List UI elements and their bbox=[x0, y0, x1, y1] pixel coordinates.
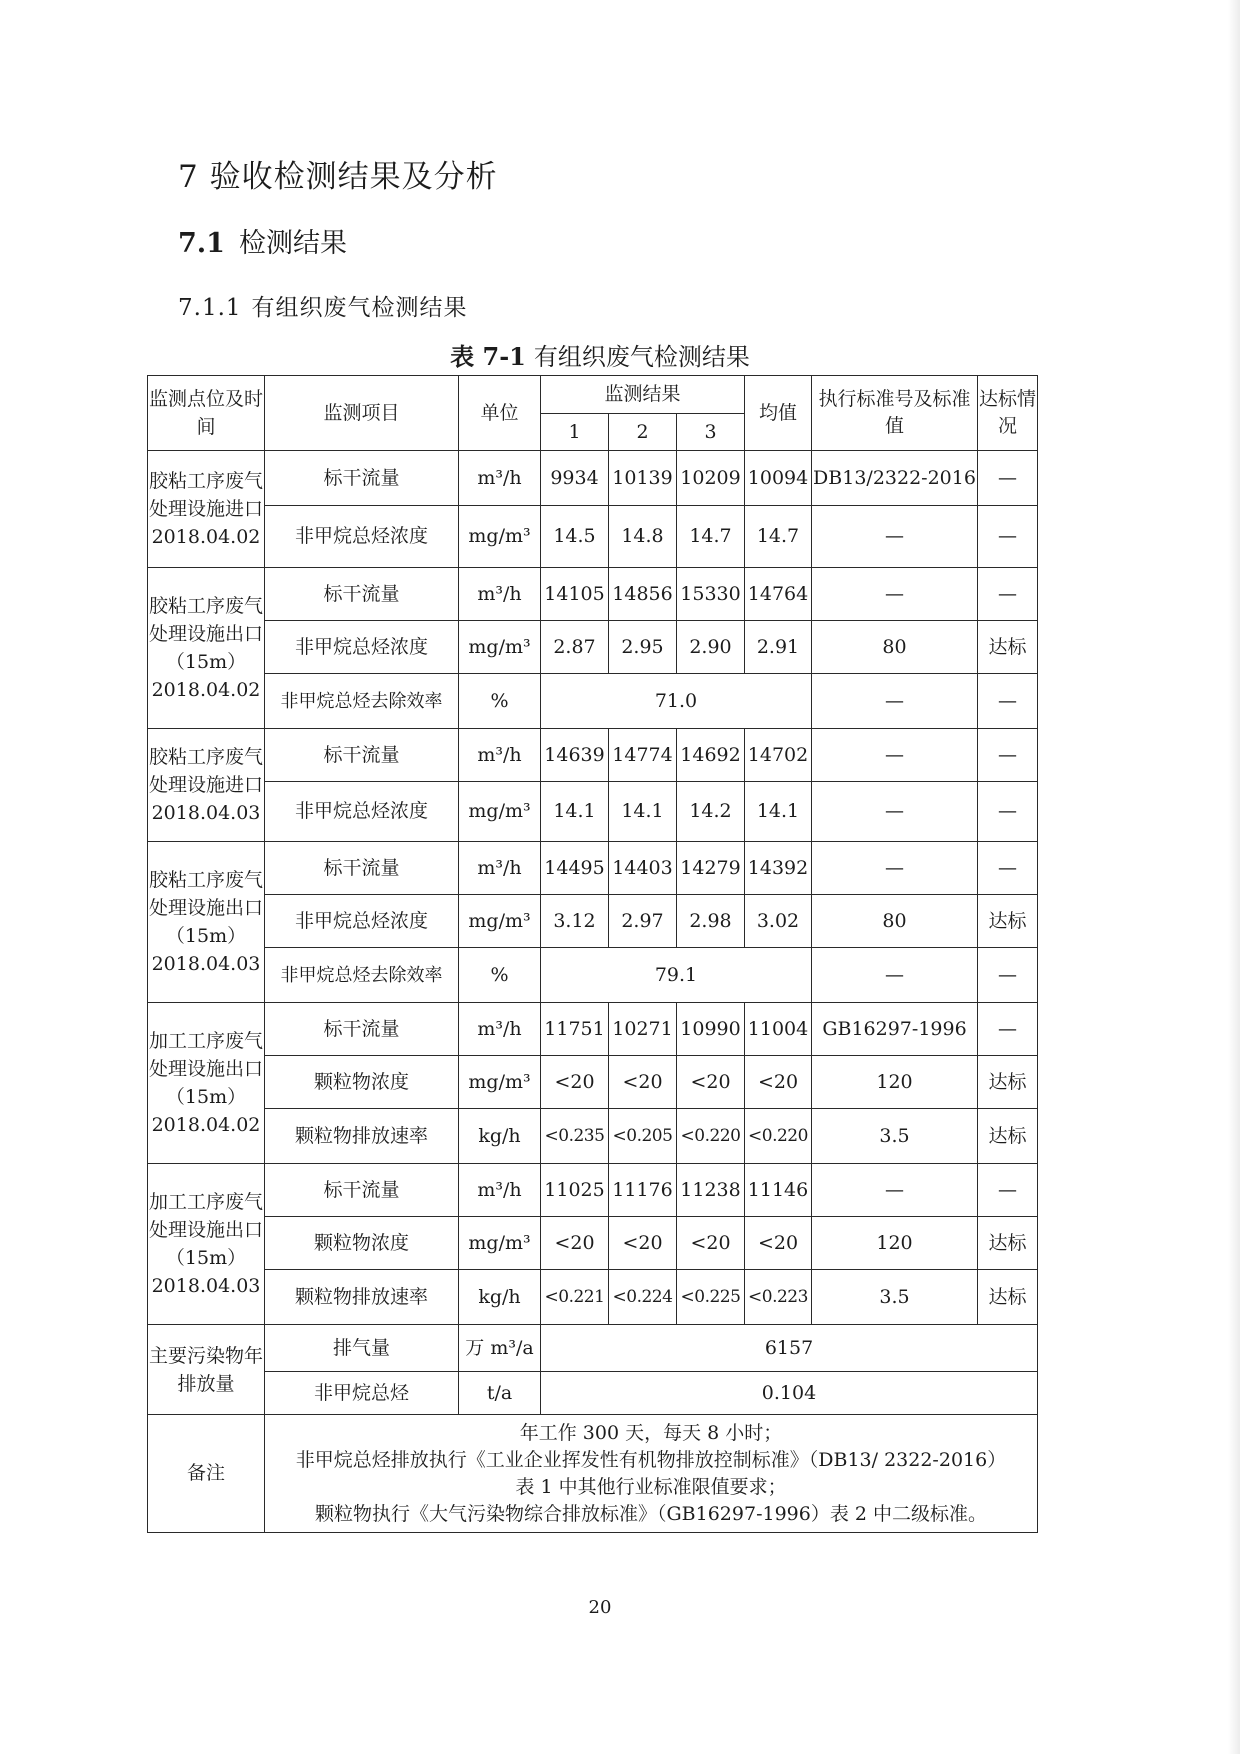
result-3-cell: 14.2 bbox=[677, 782, 745, 842]
unit-cell: % bbox=[459, 674, 541, 729]
header-status: 达标情况 bbox=[978, 376, 1038, 451]
item-cell: 标干流量 bbox=[265, 729, 459, 782]
unit-cell: mg/m³ bbox=[459, 621, 541, 674]
result-2-cell: 2.95 bbox=[609, 621, 677, 674]
notes-label: 备注 bbox=[148, 1415, 265, 1533]
item-cell: 非甲烷总烃浓度 bbox=[265, 506, 459, 568]
unit-cell: kg/h bbox=[459, 1109, 541, 1164]
notes-line: 年工作 300 天，每天 8 小时； bbox=[519, 1421, 783, 1444]
result-1-cell: 14.5 bbox=[541, 506, 609, 568]
status-cell: — bbox=[978, 568, 1038, 621]
subsection-heading bbox=[178, 226, 347, 262]
header-unit: 单位 bbox=[459, 376, 541, 451]
item-cell: 非甲烷总烃去除效率 bbox=[265, 948, 459, 1003]
table-row bbox=[148, 948, 1038, 1003]
result-1-cell: <20 bbox=[541, 1056, 609, 1109]
result-3-cell: 15330 bbox=[677, 568, 745, 621]
table-row bbox=[148, 895, 1038, 948]
unit-cell: mg/m³ bbox=[459, 1217, 541, 1270]
result-2-cell: <20 bbox=[609, 1056, 677, 1109]
subsection-number: 7.1 bbox=[178, 228, 225, 259]
header-mean: 均值 bbox=[745, 376, 812, 451]
standard-cell: 3.5 bbox=[812, 1109, 978, 1164]
status-cell: 达标 bbox=[978, 895, 1038, 948]
status-cell: — bbox=[978, 451, 1038, 506]
unit-cell: m³/h bbox=[459, 568, 541, 621]
merged-value-cell: 71.0 bbox=[541, 674, 812, 729]
header-item: 监测项目 bbox=[265, 376, 459, 451]
result-2-cell: 14403 bbox=[609, 842, 677, 895]
site-cell: 胶粘工序废气处理设施出口（15m）2018.04.03 bbox=[148, 842, 265, 1003]
table-row bbox=[148, 451, 1038, 506]
status-cell: — bbox=[978, 729, 1038, 782]
table-row bbox=[148, 506, 1038, 568]
result-3-cell: 2.90 bbox=[677, 621, 745, 674]
subsubsection-heading bbox=[178, 293, 468, 323]
result-2-cell: 14.8 bbox=[609, 506, 677, 568]
status-cell: — bbox=[978, 1164, 1038, 1217]
mean-cell: <20 bbox=[745, 1056, 812, 1109]
annual-item-cell: 非甲烷总烃 bbox=[265, 1372, 459, 1415]
site-cell: 加工工序废气处理设施出口（15m）2018.04.02 bbox=[148, 1003, 265, 1164]
page-number: 20 bbox=[588, 1597, 612, 1618]
result-1-cell: 14495 bbox=[541, 842, 609, 895]
result-2-cell: 11176 bbox=[609, 1164, 677, 1217]
mean-cell: 11146 bbox=[745, 1164, 812, 1217]
result-2-cell: 14856 bbox=[609, 568, 677, 621]
unit-cell: m³/h bbox=[459, 451, 541, 506]
result-3-cell: 10990 bbox=[677, 1003, 745, 1056]
item-cell: 非甲烷总烃浓度 bbox=[265, 782, 459, 842]
table-caption-number: 表 7-1 bbox=[450, 342, 526, 371]
result-1-cell: 14.1 bbox=[541, 782, 609, 842]
table-row bbox=[148, 1109, 1038, 1164]
unit-cell: mg/m³ bbox=[459, 1056, 541, 1109]
status-cell: 达标 bbox=[978, 1056, 1038, 1109]
item-cell: 颗粒物排放速率 bbox=[265, 1270, 459, 1325]
table-row bbox=[148, 568, 1038, 621]
mean-cell: <0.223 bbox=[745, 1270, 812, 1325]
mean-cell: 14.1 bbox=[745, 782, 812, 842]
table-row bbox=[148, 1003, 1038, 1056]
item-cell: 标干流量 bbox=[265, 568, 459, 621]
table-row bbox=[148, 621, 1038, 674]
item-cell: 颗粒物浓度 bbox=[265, 1056, 459, 1109]
header-result-2: 2 bbox=[609, 414, 677, 451]
mean-cell: 3.02 bbox=[745, 895, 812, 948]
standard-cell: — bbox=[812, 948, 978, 1003]
result-3-cell: <0.220 bbox=[677, 1109, 745, 1164]
mean-cell: 14.7 bbox=[745, 506, 812, 568]
table-row bbox=[148, 782, 1038, 842]
standard-cell: 80 bbox=[812, 895, 978, 948]
unit-cell: m³/h bbox=[459, 729, 541, 782]
result-3-cell: <20 bbox=[677, 1217, 745, 1270]
table-row bbox=[148, 1270, 1038, 1325]
item-cell: 非甲烷总烃浓度 bbox=[265, 621, 459, 674]
status-cell: — bbox=[978, 782, 1038, 842]
header-result-3: 3 bbox=[677, 414, 745, 451]
result-2-cell: <0.224 bbox=[609, 1270, 677, 1325]
unit-cell: kg/h bbox=[459, 1270, 541, 1325]
unit-cell: m³/h bbox=[459, 1003, 541, 1056]
standard-cell: — bbox=[812, 782, 978, 842]
mean-cell: <20 bbox=[745, 1217, 812, 1270]
unit-cell: m³/h bbox=[459, 1164, 541, 1217]
annual-unit-cell: t/a bbox=[459, 1372, 541, 1415]
item-cell: 标干流量 bbox=[265, 451, 459, 506]
table-row bbox=[148, 1217, 1038, 1270]
table-row bbox=[148, 842, 1038, 895]
mean-cell: <0.220 bbox=[745, 1109, 812, 1164]
status-cell: 达标 bbox=[978, 1217, 1038, 1270]
subsubsection-title: 有组织废气检测结果 bbox=[251, 295, 468, 321]
notes-cell bbox=[265, 1415, 1038, 1533]
result-1-cell: 14639 bbox=[541, 729, 609, 782]
result-2-cell: <0.205 bbox=[609, 1109, 677, 1164]
item-cell: 标干流量 bbox=[265, 1003, 459, 1056]
result-1-cell: <20 bbox=[541, 1217, 609, 1270]
standard-cell: — bbox=[812, 568, 978, 621]
unit-cell: % bbox=[459, 948, 541, 1003]
result-3-cell: 14.7 bbox=[677, 506, 745, 568]
result-3-cell: 14692 bbox=[677, 729, 745, 782]
table-row bbox=[148, 1056, 1038, 1109]
result-2-cell: 14774 bbox=[609, 729, 677, 782]
site-cell: 胶粘工序废气处理设施进口2018.04.03 bbox=[148, 729, 265, 842]
result-3-cell: <20 bbox=[677, 1056, 745, 1109]
result-3-cell: 14279 bbox=[677, 842, 745, 895]
header-result-1: 1 bbox=[541, 414, 609, 451]
page-edge-shadow bbox=[1228, 0, 1240, 1754]
annual-value-cell: 0.104 bbox=[541, 1372, 1038, 1415]
merged-value-cell: 79.1 bbox=[541, 948, 812, 1003]
site-cell: 胶粘工序废气处理设施出口（15m）2018.04.02 bbox=[148, 568, 265, 729]
standard-cell: — bbox=[812, 842, 978, 895]
notes-line: 非甲烷总烃排放执行《工业企业挥发性有机物排放控制标准》（DB13/ 2322-2016） bbox=[295, 1448, 1007, 1471]
mean-cell: 14392 bbox=[745, 842, 812, 895]
notes-line: 表 1 中其他行业标准限值要求； bbox=[515, 1475, 787, 1498]
header-results: 监测结果 bbox=[541, 376, 745, 414]
header-standard: 执行标准号及标准值 bbox=[812, 376, 978, 451]
annual-site-cell: 主要污染物年排放量 bbox=[148, 1325, 265, 1415]
section-title: 7 验收检测结果及分析 bbox=[178, 159, 498, 195]
result-1-cell: 14105 bbox=[541, 568, 609, 621]
mean-cell: 2.91 bbox=[745, 621, 812, 674]
annual-unit-cell: 万 m³/a bbox=[459, 1325, 541, 1372]
status-cell: 达标 bbox=[978, 1270, 1038, 1325]
annual-value-cell: 6157 bbox=[541, 1325, 1038, 1372]
results-table bbox=[147, 375, 1038, 1533]
standard-cell: DB13/2322-2016 bbox=[812, 451, 978, 506]
unit-cell: mg/m³ bbox=[459, 506, 541, 568]
status-cell: 达标 bbox=[978, 1109, 1038, 1164]
standard-cell: GB16297-1996 bbox=[812, 1003, 978, 1056]
result-3-cell: 2.98 bbox=[677, 895, 745, 948]
result-2-cell: 2.97 bbox=[609, 895, 677, 948]
table-caption bbox=[0, 342, 1200, 372]
standard-cell: — bbox=[812, 674, 978, 729]
subsection-title: 检测结果 bbox=[238, 228, 347, 259]
mean-cell: 10094 bbox=[745, 451, 812, 506]
standard-cell: 120 bbox=[812, 1056, 978, 1109]
mean-cell: 14702 bbox=[745, 729, 812, 782]
unit-cell: mg/m³ bbox=[459, 895, 541, 948]
site-cell: 胶粘工序废气处理设施进口2018.04.02 bbox=[148, 451, 265, 568]
mean-cell: 14764 bbox=[745, 568, 812, 621]
result-1-cell: <0.221 bbox=[541, 1270, 609, 1325]
result-2-cell: 10271 bbox=[609, 1003, 677, 1056]
status-cell: — bbox=[978, 948, 1038, 1003]
header-site: 监测点位及时间 bbox=[148, 376, 265, 451]
table-row bbox=[148, 729, 1038, 782]
result-1-cell: 9934 bbox=[541, 451, 609, 506]
table-row bbox=[148, 1164, 1038, 1217]
annual-item-cell: 排气量 bbox=[265, 1325, 459, 1372]
status-cell: — bbox=[978, 506, 1038, 568]
item-cell: 颗粒物浓度 bbox=[265, 1217, 459, 1270]
result-3-cell: <0.225 bbox=[677, 1270, 745, 1325]
result-1-cell: <0.235 bbox=[541, 1109, 609, 1164]
item-cell: 非甲烷总烃去除效率 bbox=[265, 674, 459, 729]
status-cell: — bbox=[978, 842, 1038, 895]
result-2-cell: <20 bbox=[609, 1217, 677, 1270]
result-3-cell: 11238 bbox=[677, 1164, 745, 1217]
notes-line: 颗粒物执行《大气污染物综合排放标准》（GB16297-1996）表 2 中二级标准。 bbox=[314, 1502, 988, 1525]
table-row bbox=[148, 674, 1038, 729]
result-1-cell: 3.12 bbox=[541, 895, 609, 948]
standard-cell: — bbox=[812, 729, 978, 782]
subsubsection-number: 7.1.1 bbox=[178, 295, 242, 321]
item-cell: 标干流量 bbox=[265, 842, 459, 895]
table-caption-title: 有组织废气检测结果 bbox=[533, 343, 750, 371]
site-cell: 加工工序废气处理设施出口（15m）2018.04.03 bbox=[148, 1164, 265, 1325]
item-cell: 颗粒物排放速率 bbox=[265, 1109, 459, 1164]
status-cell: — bbox=[978, 1003, 1038, 1056]
item-cell: 标干流量 bbox=[265, 1164, 459, 1217]
standard-cell: — bbox=[812, 1164, 978, 1217]
standard-cell: 3.5 bbox=[812, 1270, 978, 1325]
status-cell: — bbox=[978, 674, 1038, 729]
standard-cell: 120 bbox=[812, 1217, 978, 1270]
result-2-cell: 10139 bbox=[609, 451, 677, 506]
status-cell: 达标 bbox=[978, 621, 1038, 674]
result-3-cell: 10209 bbox=[677, 451, 745, 506]
standard-cell: — bbox=[812, 506, 978, 568]
result-1-cell: 11025 bbox=[541, 1164, 609, 1217]
unit-cell: m³/h bbox=[459, 842, 541, 895]
result-1-cell: 11751 bbox=[541, 1003, 609, 1056]
item-cell: 非甲烷总烃浓度 bbox=[265, 895, 459, 948]
result-2-cell: 14.1 bbox=[609, 782, 677, 842]
mean-cell: 11004 bbox=[745, 1003, 812, 1056]
result-1-cell: 2.87 bbox=[541, 621, 609, 674]
standard-cell: 80 bbox=[812, 621, 978, 674]
unit-cell: mg/m³ bbox=[459, 782, 541, 842]
